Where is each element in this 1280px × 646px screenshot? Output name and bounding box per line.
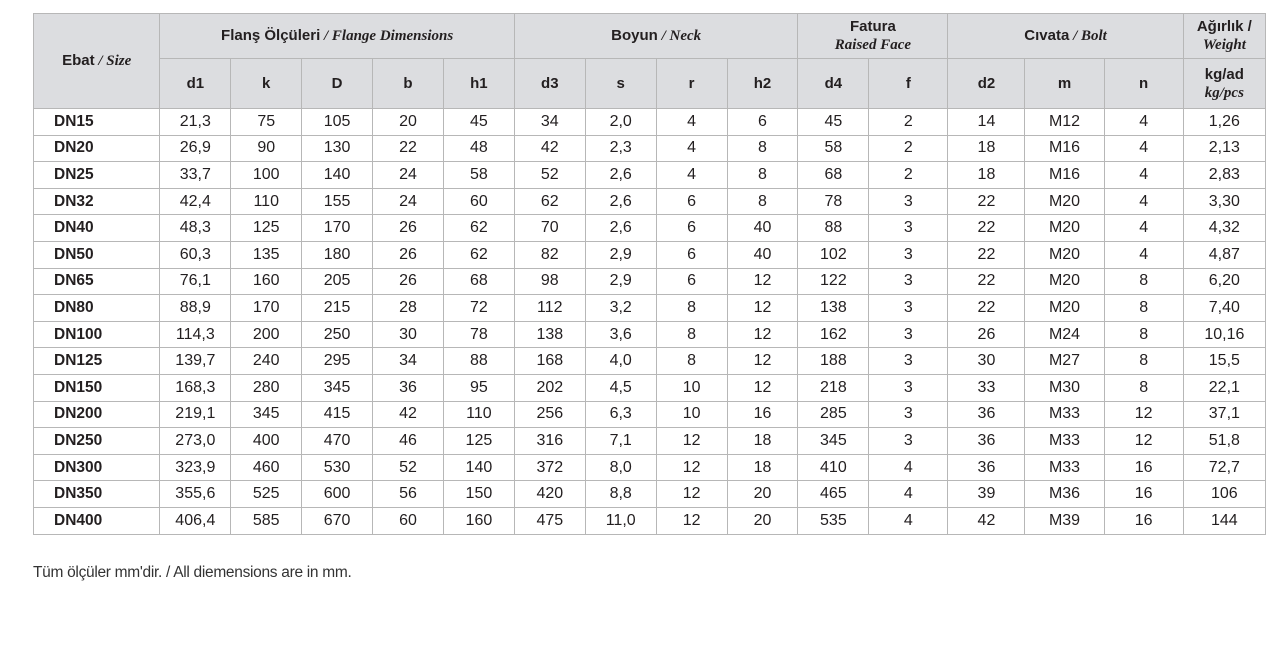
table-cell: 4 — [869, 454, 948, 481]
table-cell: 8 — [727, 188, 798, 215]
table-cell: 34 — [373, 348, 444, 375]
table-cell: 37,1 — [1183, 401, 1265, 428]
table-cell: 219,1 — [160, 401, 231, 428]
table-cell: M24 — [1025, 321, 1104, 348]
table-cell: 12 — [656, 454, 727, 481]
table-cell: 22 — [373, 135, 444, 162]
table-cell: 3 — [869, 268, 948, 295]
table-row — [34, 348, 1266, 375]
table-cell: 42 — [373, 401, 444, 428]
table-cell: 139,7 — [160, 348, 231, 375]
table-cell: 170 — [302, 215, 373, 242]
table-cell: 100 — [231, 162, 302, 189]
table-cell: 240 — [231, 348, 302, 375]
table-cell: 60,3 — [160, 241, 231, 268]
table-cell: 138 — [798, 295, 869, 322]
table-cell: 60 — [373, 507, 444, 534]
row-size-cell: DN80 — [34, 295, 160, 322]
table-cell: 26 — [373, 268, 444, 295]
row-size-cell: DN400 — [34, 507, 160, 534]
table-cell: 4 — [1104, 109, 1183, 136]
col-header-d4: d4 — [798, 59, 869, 109]
table-cell: 102 — [798, 241, 869, 268]
table-cell: 15,5 — [1183, 348, 1265, 375]
table-cell: 8 — [656, 295, 727, 322]
flange-dimension-table — [33, 13, 1266, 535]
table-cell: M20 — [1025, 215, 1104, 242]
table-row — [34, 321, 1266, 348]
table-cell: 200 — [231, 321, 302, 348]
table-cell: 88 — [443, 348, 514, 375]
table-cell: 180 — [302, 241, 373, 268]
table-row — [34, 135, 1266, 162]
table-cell: 600 — [302, 481, 373, 508]
header-weight: Ağırlık / Weight — [1183, 14, 1265, 59]
table-row — [34, 454, 1266, 481]
table-cell: 106 — [1183, 481, 1265, 508]
col-header-d2: d2 — [948, 59, 1025, 109]
table-cell: 8 — [1104, 295, 1183, 322]
header-flange-dimensions: Flanş Ölçüleri / Flange Dimensions — [160, 14, 514, 59]
table-cell: 33 — [948, 374, 1025, 401]
table-cell: 2,83 — [1183, 162, 1265, 189]
table-cell: 10 — [656, 374, 727, 401]
table-cell: 8,0 — [585, 454, 656, 481]
table-cell: 26 — [373, 215, 444, 242]
table-cell: M20 — [1025, 188, 1104, 215]
col-header-b: b — [373, 59, 444, 109]
table-cell: 56 — [373, 481, 444, 508]
table-cell: 406,4 — [160, 507, 231, 534]
table-cell: 78 — [798, 188, 869, 215]
table-cell: 273,0 — [160, 428, 231, 455]
table-cell: 4 — [869, 507, 948, 534]
table-cell: M16 — [1025, 135, 1104, 162]
table-cell: 8 — [727, 162, 798, 189]
table-cell: 12 — [656, 481, 727, 508]
table-cell: 12 — [656, 428, 727, 455]
col-header-k: k — [231, 59, 302, 109]
table-cell: 168,3 — [160, 374, 231, 401]
table-cell: 95 — [443, 374, 514, 401]
table-cell: M20 — [1025, 268, 1104, 295]
table-cell: 280 — [231, 374, 302, 401]
table-cell: 12 — [727, 295, 798, 322]
table-cell: 18 — [727, 454, 798, 481]
table-cell: 3 — [869, 321, 948, 348]
table-cell: 112 — [514, 295, 585, 322]
table-cell: 8 — [1104, 321, 1183, 348]
table-cell: 2,6 — [585, 188, 656, 215]
table-cell: 12 — [1104, 428, 1183, 455]
col-header-h2: h2 — [727, 59, 798, 109]
table-cell: 3,30 — [1183, 188, 1265, 215]
col-header-weight-unit: kg/ad kg/pcs — [1183, 59, 1265, 109]
table-cell: 150 — [443, 481, 514, 508]
table-cell: 6 — [656, 188, 727, 215]
table-cell: 18 — [948, 162, 1025, 189]
table-cell: 2 — [869, 135, 948, 162]
table-row — [34, 109, 1266, 136]
table-cell: 68 — [798, 162, 869, 189]
table-cell: 3 — [869, 374, 948, 401]
table-cell: 135 — [231, 241, 302, 268]
table-cell: 125 — [231, 215, 302, 242]
row-size-cell: DN200 — [34, 401, 160, 428]
table-cell: 3 — [869, 188, 948, 215]
table-cell: 7,1 — [585, 428, 656, 455]
table-cell: 8 — [656, 348, 727, 375]
table-cell: 138 — [514, 321, 585, 348]
table-cell: 40 — [727, 241, 798, 268]
table-cell: 12 — [727, 348, 798, 375]
table-cell: 162 — [798, 321, 869, 348]
table-row — [34, 162, 1266, 189]
row-size-cell: DN100 — [34, 321, 160, 348]
table-cell: 460 — [231, 454, 302, 481]
table-cell: 2,0 — [585, 109, 656, 136]
table-cell: 6,3 — [585, 401, 656, 428]
table-cell: M12 — [1025, 109, 1104, 136]
table-cell: 4 — [869, 481, 948, 508]
table-cell: 415 — [302, 401, 373, 428]
table-cell: 12 — [727, 321, 798, 348]
table-cell: 30 — [373, 321, 444, 348]
table-row — [34, 401, 1266, 428]
table-cell: 465 — [798, 481, 869, 508]
table-cell: 2 — [869, 162, 948, 189]
table-cell: 218 — [798, 374, 869, 401]
table-cell: 345 — [231, 401, 302, 428]
table-cell: 205 — [302, 268, 373, 295]
table-cell: 400 — [231, 428, 302, 455]
table-cell: 140 — [443, 454, 514, 481]
table-cell: 76,1 — [160, 268, 231, 295]
table-cell: 11,0 — [585, 507, 656, 534]
table-cell: 130 — [302, 135, 373, 162]
table-cell: 88,9 — [160, 295, 231, 322]
table-cell: 33,7 — [160, 162, 231, 189]
table-cell: 36 — [948, 428, 1025, 455]
table-cell: 295 — [302, 348, 373, 375]
table-cell: 4,0 — [585, 348, 656, 375]
table-cell: 39 — [948, 481, 1025, 508]
table-cell: 98 — [514, 268, 585, 295]
table-cell: M33 — [1025, 401, 1104, 428]
table-cell: M20 — [1025, 295, 1104, 322]
table-cell: 110 — [231, 188, 302, 215]
table-cell: 40 — [727, 215, 798, 242]
table-row — [34, 428, 1266, 455]
table-cell: 2 — [869, 109, 948, 136]
table-cell: 52 — [373, 454, 444, 481]
table-cell: 4,5 — [585, 374, 656, 401]
table-cell: 18 — [948, 135, 1025, 162]
table-cell: 16 — [727, 401, 798, 428]
table-cell: 140 — [302, 162, 373, 189]
table-cell: 6 — [656, 241, 727, 268]
table-row — [34, 481, 1266, 508]
table-cell: 10,16 — [1183, 321, 1265, 348]
table-row — [34, 268, 1266, 295]
table-cell: 75 — [231, 109, 302, 136]
table-cell: 585 — [231, 507, 302, 534]
table-cell: 3 — [869, 295, 948, 322]
table-cell: 42 — [948, 507, 1025, 534]
header-neck: Boyun / Neck — [514, 14, 798, 59]
col-header-D: D — [302, 59, 373, 109]
table-cell: 535 — [798, 507, 869, 534]
table-cell: 36 — [373, 374, 444, 401]
table-cell: 160 — [443, 507, 514, 534]
row-size-cell: DN125 — [34, 348, 160, 375]
table-row — [34, 507, 1266, 534]
table-row — [34, 295, 1266, 322]
table-cell: 188 — [798, 348, 869, 375]
col-header-s: s — [585, 59, 656, 109]
table-cell: 3 — [869, 401, 948, 428]
footnote: Tüm ölçüler mm'dir. / All diemensions are in mm. — [33, 564, 352, 581]
table-cell: 34 — [514, 109, 585, 136]
table-cell: 62 — [443, 215, 514, 242]
table-cell: 18 — [727, 428, 798, 455]
table-cell: 2,9 — [585, 241, 656, 268]
table-cell: 58 — [798, 135, 869, 162]
table-cell: 6,20 — [1183, 268, 1265, 295]
table-cell: 122 — [798, 268, 869, 295]
table-cell: 110 — [443, 401, 514, 428]
table-cell: 45 — [798, 109, 869, 136]
table-cell: 420 — [514, 481, 585, 508]
table-cell: 372 — [514, 454, 585, 481]
table-cell: 345 — [798, 428, 869, 455]
row-size-cell: DN32 — [34, 188, 160, 215]
table-cell: 4,87 — [1183, 241, 1265, 268]
table-cell: 68 — [443, 268, 514, 295]
table-cell: 62 — [514, 188, 585, 215]
table-cell: 7,40 — [1183, 295, 1265, 322]
table-cell: 28 — [373, 295, 444, 322]
header-bolt: Cıvata / Bolt — [948, 14, 1183, 59]
table-cell: 8 — [1104, 374, 1183, 401]
table-cell: 4 — [656, 162, 727, 189]
table-cell: 62 — [443, 241, 514, 268]
table-cell: 345 — [302, 374, 373, 401]
table-cell: 6 — [727, 109, 798, 136]
table-cell: 22,1 — [1183, 374, 1265, 401]
flange-dimension-table-wrapper — [33, 13, 1266, 535]
table-cell: 26 — [948, 321, 1025, 348]
table-cell: 3,2 — [585, 295, 656, 322]
table-cell: 250 — [302, 321, 373, 348]
table-cell: 4 — [1104, 188, 1183, 215]
table-cell: 2,3 — [585, 135, 656, 162]
table-cell: 3 — [869, 241, 948, 268]
table-cell: 20 — [727, 507, 798, 534]
row-size-cell: DN50 — [34, 241, 160, 268]
table-cell: 52 — [514, 162, 585, 189]
col-header-m: m — [1025, 59, 1104, 109]
table-cell: 256 — [514, 401, 585, 428]
row-size-cell: DN65 — [34, 268, 160, 295]
table-cell: 8 — [656, 321, 727, 348]
table-cell: M33 — [1025, 454, 1104, 481]
table-cell: 70 — [514, 215, 585, 242]
row-size-cell: DN300 — [34, 454, 160, 481]
table-cell: 114,3 — [160, 321, 231, 348]
table-cell: 2,13 — [1183, 135, 1265, 162]
table-cell: 3,6 — [585, 321, 656, 348]
table-cell: 22 — [948, 188, 1025, 215]
table-cell: 12 — [1104, 401, 1183, 428]
table-cell: 3 — [869, 428, 948, 455]
table-cell: 46 — [373, 428, 444, 455]
table-cell: 58 — [443, 162, 514, 189]
table-cell: 285 — [798, 401, 869, 428]
table-row — [34, 374, 1266, 401]
table-cell: 16 — [1104, 507, 1183, 534]
table-cell: 8 — [727, 135, 798, 162]
table-cell: M16 — [1025, 162, 1104, 189]
row-size-cell: DN250 — [34, 428, 160, 455]
table-cell: 48 — [443, 135, 514, 162]
row-size-cell: DN20 — [34, 135, 160, 162]
table-cell: 30 — [948, 348, 1025, 375]
table-cell: 88 — [798, 215, 869, 242]
table-cell: 475 — [514, 507, 585, 534]
table-body — [34, 109, 1266, 535]
table-cell: M36 — [1025, 481, 1104, 508]
table-cell: 168 — [514, 348, 585, 375]
table-cell: 125 — [443, 428, 514, 455]
table-cell: 42 — [514, 135, 585, 162]
header-size: Ebat / Size — [34, 14, 160, 109]
table-cell: 160 — [231, 268, 302, 295]
table-cell: 22 — [948, 268, 1025, 295]
table-cell: M30 — [1025, 374, 1104, 401]
row-size-cell: DN15 — [34, 109, 160, 136]
table-cell: 36 — [948, 401, 1025, 428]
table-cell: 26,9 — [160, 135, 231, 162]
table-cell: 316 — [514, 428, 585, 455]
header-raised-face: Fatura Raised Face — [798, 14, 948, 59]
table-cell: M27 — [1025, 348, 1104, 375]
table-cell: 530 — [302, 454, 373, 481]
table-cell: 12 — [656, 507, 727, 534]
col-header-n: n — [1104, 59, 1183, 109]
table-cell: 4 — [656, 109, 727, 136]
table-cell: 26 — [373, 241, 444, 268]
table-cell: 36 — [948, 454, 1025, 481]
table-cell: 144 — [1183, 507, 1265, 534]
table-cell: 12 — [727, 374, 798, 401]
table-cell: 16 — [1104, 481, 1183, 508]
row-size-cell: DN350 — [34, 481, 160, 508]
col-header-h1: h1 — [443, 59, 514, 109]
table-cell: 4 — [1104, 135, 1183, 162]
table-cell: 8,8 — [585, 481, 656, 508]
table-cell: 22 — [948, 295, 1025, 322]
table-row — [34, 215, 1266, 242]
table-cell: 4,32 — [1183, 215, 1265, 242]
col-header-f: f — [869, 59, 948, 109]
table-cell: 4 — [656, 135, 727, 162]
table-cell: M33 — [1025, 428, 1104, 455]
table-cell: 4 — [1104, 162, 1183, 189]
table-cell: 2,6 — [585, 215, 656, 242]
table-cell: 20 — [727, 481, 798, 508]
table-cell: 105 — [302, 109, 373, 136]
table-cell: 72 — [443, 295, 514, 322]
table-cell: 48,3 — [160, 215, 231, 242]
col-header-r: r — [656, 59, 727, 109]
table-cell: 16 — [1104, 454, 1183, 481]
table-cell: 6 — [656, 215, 727, 242]
table-cell: 24 — [373, 188, 444, 215]
row-size-cell: DN40 — [34, 215, 160, 242]
table-cell: 3 — [869, 215, 948, 242]
table-cell: 410 — [798, 454, 869, 481]
table-cell: 525 — [231, 481, 302, 508]
table-cell: 3 — [869, 348, 948, 375]
table-cell: M20 — [1025, 241, 1104, 268]
table-cell: 51,8 — [1183, 428, 1265, 455]
table-cell: 21,3 — [160, 109, 231, 136]
col-header-d1: d1 — [160, 59, 231, 109]
table-cell: 8 — [1104, 348, 1183, 375]
table-cell: 24 — [373, 162, 444, 189]
table-cell: M39 — [1025, 507, 1104, 534]
table-cell: 82 — [514, 241, 585, 268]
table-cell: 670 — [302, 507, 373, 534]
table-cell: 355,6 — [160, 481, 231, 508]
table-cell: 8 — [1104, 268, 1183, 295]
row-size-cell: DN25 — [34, 162, 160, 189]
table-cell: 90 — [231, 135, 302, 162]
table-row — [34, 241, 1266, 268]
table-cell: 215 — [302, 295, 373, 322]
table-cell: 4 — [1104, 215, 1183, 242]
table-cell: 170 — [231, 295, 302, 322]
table-row — [34, 188, 1266, 215]
table-cell: 10 — [656, 401, 727, 428]
row-size-cell: DN150 — [34, 374, 160, 401]
table-cell: 202 — [514, 374, 585, 401]
table-cell: 2,9 — [585, 268, 656, 295]
table-cell: 6 — [656, 268, 727, 295]
table-cell: 45 — [443, 109, 514, 136]
table-cell: 323,9 — [160, 454, 231, 481]
table-cell: 2,6 — [585, 162, 656, 189]
table-cell: 20 — [373, 109, 444, 136]
col-header-d3: d3 — [514, 59, 585, 109]
table-cell: 22 — [948, 241, 1025, 268]
table-cell: 4 — [1104, 241, 1183, 268]
table-cell: 14 — [948, 109, 1025, 136]
table-cell: 78 — [443, 321, 514, 348]
table-cell: 470 — [302, 428, 373, 455]
table-cell: 155 — [302, 188, 373, 215]
table-cell: 22 — [948, 215, 1025, 242]
table-cell: 60 — [443, 188, 514, 215]
table-cell: 12 — [727, 268, 798, 295]
table-cell: 42,4 — [160, 188, 231, 215]
table-cell: 72,7 — [1183, 454, 1265, 481]
table-cell: 1,26 — [1183, 109, 1265, 136]
